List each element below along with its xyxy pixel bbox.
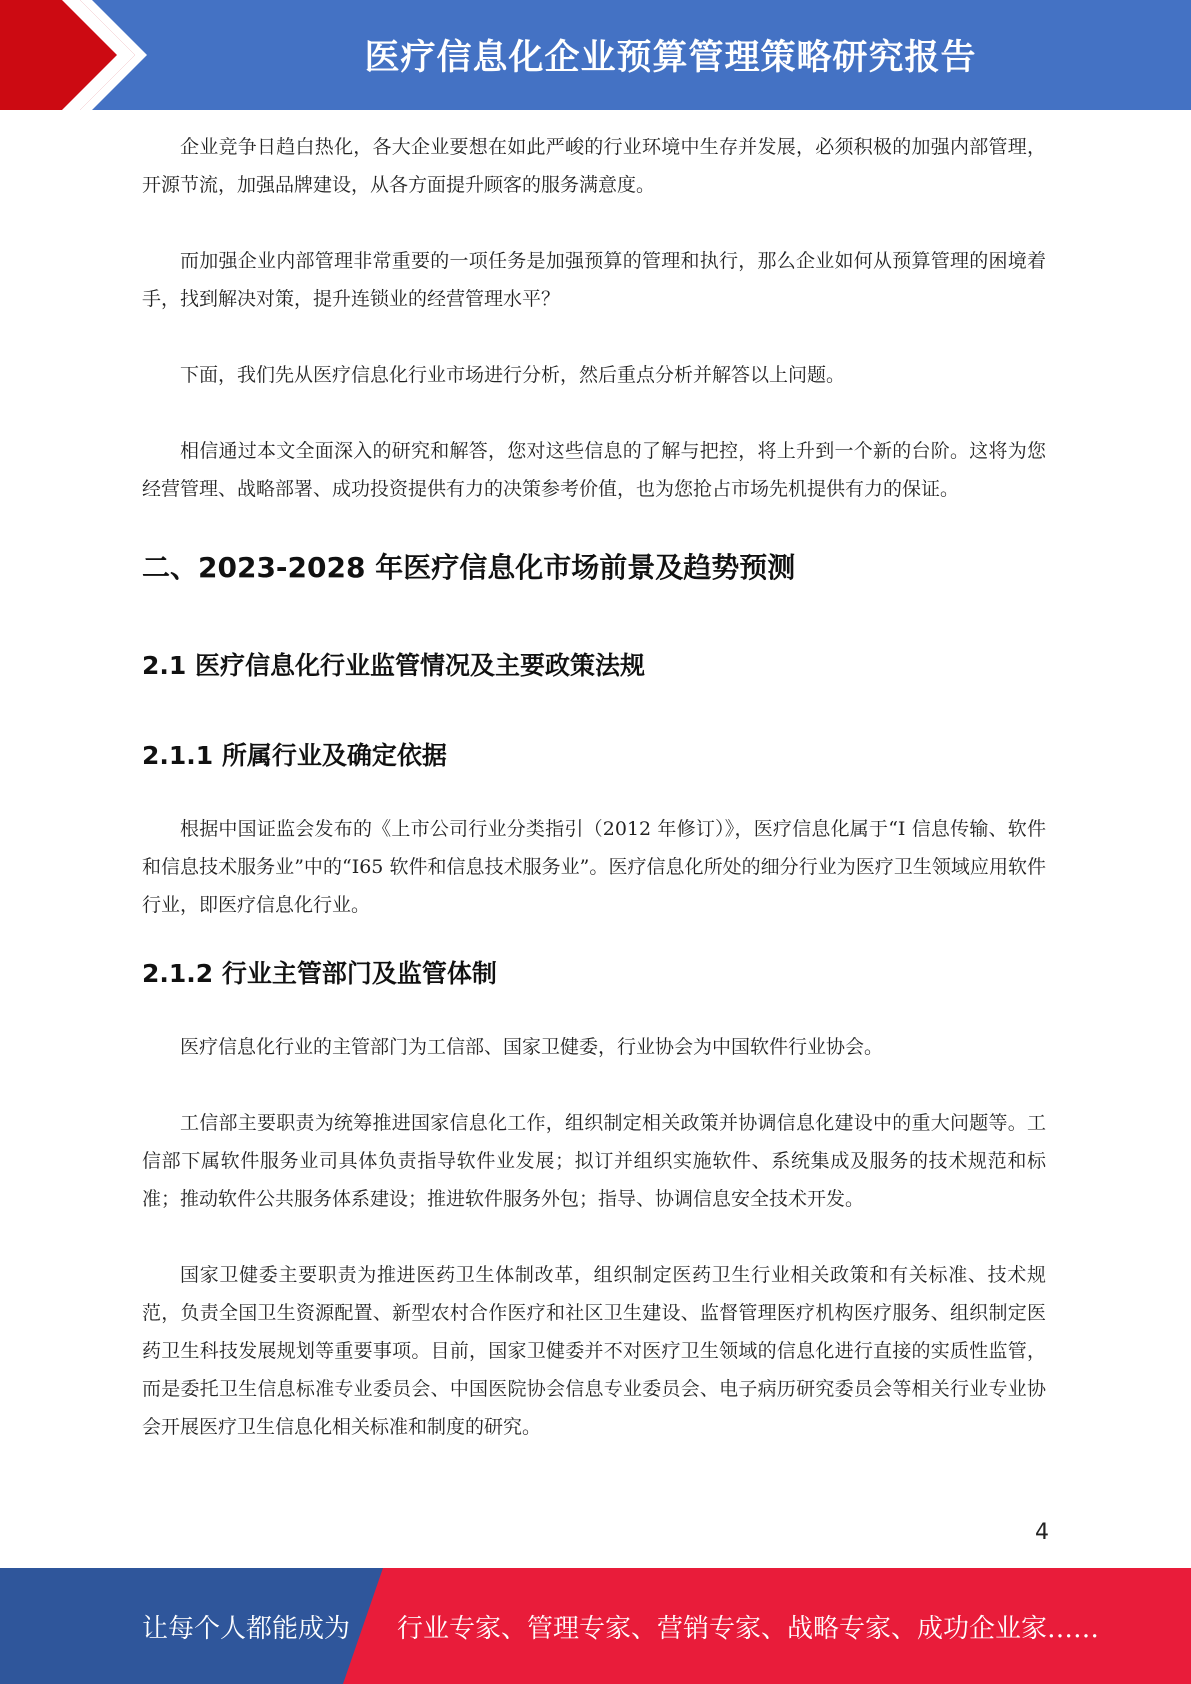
intro-paragraph-3: 下面，我们先从医疗信息化行业市场进行分析，然后重点分析并解答以上问题。 <box>180 364 846 386</box>
footer-slogan-right: 行业专家、管理专家、营销专家、战略专家、成功企业家…… <box>397 1613 1100 1644</box>
page-number: 4 <box>1035 1520 1049 1545</box>
intro-paragraph-1: 企业竞争日趋白热化，各大企业要想在如此严峻的行业环境中生存并发展，必须积极的加强内部管理，开源节流，加强品牌建设，从各方面提升顾客的服务满意度。 <box>142 136 1046 196</box>
section-2-1-heading: 2.1 医疗信息化行业监管情况及主要政策法规 <box>142 651 645 680</box>
section-2-1-2-heading: 2.1.2 行业主管部门及监管体制 <box>142 959 497 988</box>
section-2-1-2-paragraph-2: 工信部主要职责为统筹推进国家信息化工作，组织制定相关政策并协调信息化建设中的重大问题等。工信部下属软件服务业司具体负责指导软件业发展；拟订并组织实施软件、系统集成及服务的技术规范和标准；推动软件公共服务体系建设；推进软件服务外包；指导、协调信息安全技术开发。 <box>142 1112 1046 1210</box>
page-footer <box>0 1568 1191 1684</box>
page-header <box>0 0 1191 110</box>
section-2-1-2-paragraph-1: 医疗信息化行业的主管部门为工信部、国家卫健委，行业协会为中国软件行业协会。 <box>180 1036 884 1058</box>
report-title: 医疗信息化企业预算管理策略研究报告 <box>364 38 977 78</box>
intro-paragraph-2: 而加强企业内部管理非常重要的一项任务是加强预算的管理和执行，那么企业如何从预算管理的困境着手，找到解决对策，提升连锁业的经营管理水平？ <box>142 250 1046 310</box>
red-chevron-decoration <box>0 0 150 110</box>
section-2-heading: 二、2023-2028 年医疗信息化市场前景及趋势预测 <box>142 551 796 584</box>
intro-paragraph-4: 相信通过本文全面深入的研究和解答，您对这些信息的了解与把控，将上升到一个新的台阶。这将为您经营管理、战略部署、成功投资提供有力的决策参考价值，也为您抢占市场先机提供有力的保证。 <box>142 440 1046 500</box>
section-2-1-1-paragraph: 根据中国证监会发布的《上市公司行业分类指引（2012 年修订）》，医疗信息化属于“I 信息传输、软件和信息技术服务业”中的“I65 软件和信息技术服务业”。医疗信息化所处的细分行业为医疗卫生领域应用软件行业，即医疗信息化行业。 <box>142 818 1046 916</box>
section-2-1-1-heading: 2.1.1 所属行业及确定依据 <box>142 741 447 770</box>
section-2-1-2-paragraph-3: 国家卫健委主要职责为推进医药卫生体制改革，组织制定医药卫生行业相关政策和有关标准、技术规范，负责全国卫生资源配置、新型农村合作医疗和社区卫生建设、监督管理医疗机构医疗服务、组织制定医药卫生科技发展规划等重要事项。目前，国家卫健委并不对医疗卫生领域的信息化进行直接的实质性监管，而是委托卫生信息标准专业委员会、中国医院协会信息专业委员会、电子病历研究委员会等相关行业专业协会开展医疗卫生信息化相关标准和制度的研究。 <box>142 1264 1046 1438</box>
document-body <box>142 128 1046 1446</box>
footer-slogan-left: 让每个人都能成为 <box>142 1613 351 1644</box>
